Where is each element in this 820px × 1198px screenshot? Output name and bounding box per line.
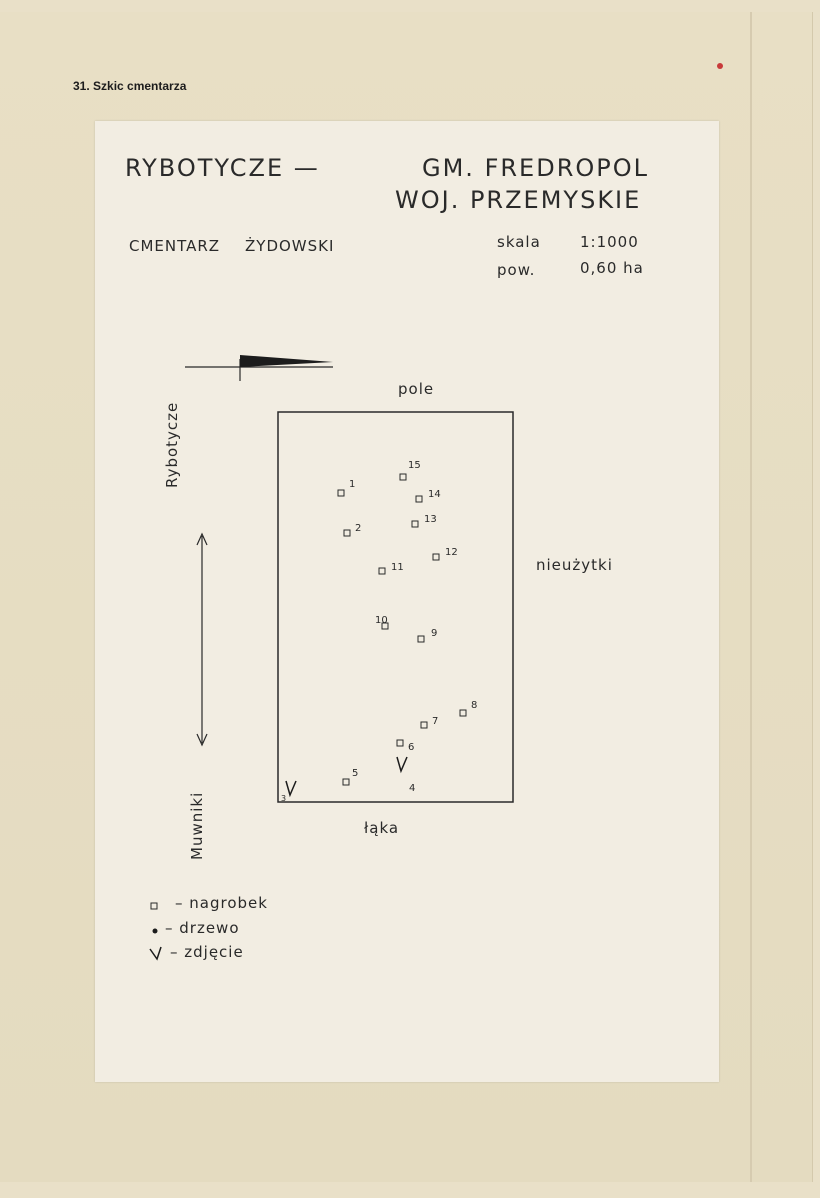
scale-value: 1:1000 (580, 233, 639, 251)
grave-marker-7 (421, 722, 427, 728)
legend-grave (165, 894, 268, 912)
board-fold (750, 12, 752, 1182)
label-right-nieuzytki: nieużytki (536, 556, 613, 574)
marker-label-9: 9 (431, 628, 438, 639)
subtitle-2: ŻYDOWSKI (245, 237, 335, 255)
legend-grave-icon (151, 903, 157, 909)
photo-marker-3 (286, 781, 296, 795)
north-arrow-icon (185, 355, 333, 381)
title-right-2: WOJ. PRZEMYSKIE (395, 186, 642, 214)
grave-marker-11 (379, 568, 385, 574)
area-value: 0,60 ha (580, 259, 644, 277)
marker-label-8: 8 (471, 700, 478, 711)
sketch-sheet (95, 121, 719, 1082)
marker-label-10: 10 (375, 615, 388, 626)
grave-marker-15 (400, 474, 406, 480)
legend-grave-text: – nagrobek (175, 894, 268, 912)
title-left: RYBOTYCZE — (125, 154, 320, 182)
cemetery-plan (95, 121, 719, 1082)
marker-label-6: 6 (408, 742, 415, 753)
grave-marker-5 (343, 779, 349, 785)
marker-label-14: 14 (428, 489, 441, 500)
legend-photo (170, 943, 244, 961)
photo-marker-4 (397, 757, 407, 771)
label-left-muwniki: Muwniki (188, 791, 206, 860)
marker-label-1: 1 (349, 479, 356, 490)
marker-label-7: 7 (432, 716, 439, 727)
grave-marker-12 (433, 554, 439, 560)
marker-label-15: 15 (408, 460, 421, 471)
marker-label-11: 11 (391, 562, 404, 573)
legend-tree-text: – drzewo (165, 919, 240, 937)
grave-marker-13 (412, 521, 418, 527)
grave-marker-14 (416, 496, 422, 502)
marker-label-13: 13 (424, 514, 437, 525)
title-right-1: GM. FREDROPOL (422, 154, 649, 182)
legend-tree-icon (153, 929, 158, 934)
subtitle-1: CMENTARZ (129, 237, 221, 255)
grave-marker-1 (338, 490, 344, 496)
marker-layer (281, 460, 477, 803)
marker-label-4: 4 (409, 783, 416, 794)
grave-marker-8 (460, 710, 466, 716)
marker-label-3: 3 (281, 794, 287, 803)
grave-marker-2 (344, 530, 350, 536)
road-direction-arrow (197, 534, 207, 745)
legend-photo-icon (150, 947, 161, 959)
marker-label-2: 2 (355, 523, 362, 534)
marker-label-5: 5 (352, 768, 359, 779)
label-left-rybotycze: Rybotycze (163, 401, 181, 488)
legend-photo-text: – zdjęcie (170, 943, 244, 961)
red-mark (717, 63, 723, 69)
scale-label: skala (497, 233, 541, 251)
area-label: pow. (497, 261, 536, 279)
marker-label-12: 12 (445, 547, 458, 558)
cemetery-boundary (278, 412, 513, 802)
section-label: 31. Szkic cmentarza (73, 79, 187, 93)
label-bottom-laka: łąka (364, 819, 400, 837)
label-top-pole: pole (398, 380, 435, 398)
legend-tree (165, 919, 240, 937)
grave-marker-6 (397, 740, 403, 746)
grave-marker-9 (418, 636, 424, 642)
